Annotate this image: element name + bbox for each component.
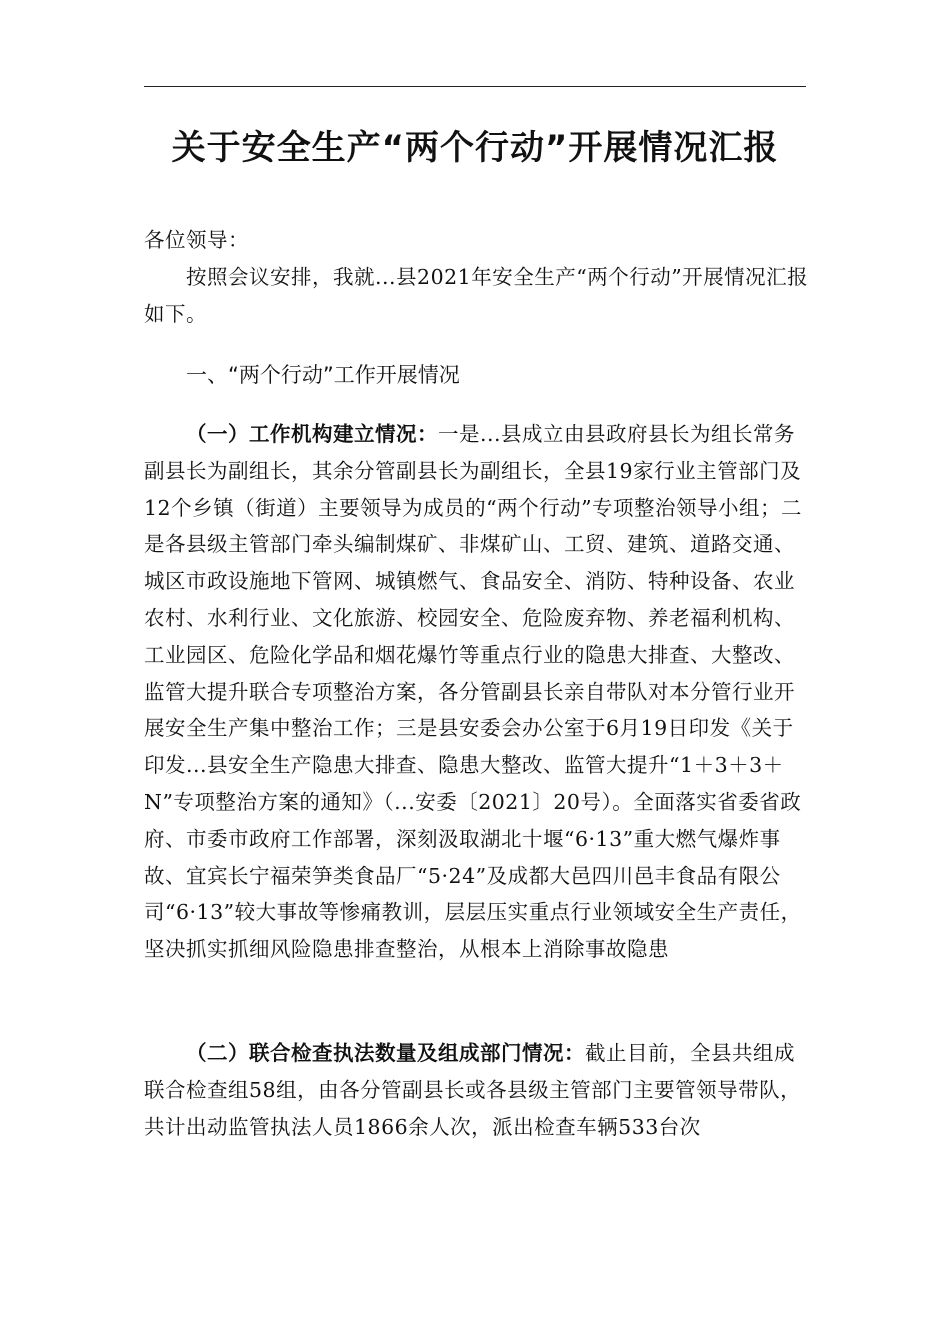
paragraph-2-text: 截止目前，全县共组成联合检查组58组，由各分管副县长或各县级主管部门主要管领导带队，共计出动监管执法人员1866余人次，派出检查车辆533台次: [144, 1041, 802, 1139]
intro-text: 按照会议安排，我就...县2021年安全生产“两个行动”开展情况汇报如下。: [144, 265, 809, 326]
section-1-heading: 一、“两个行动”工作开展情况: [186, 363, 460, 387]
paragraph-1-text: 一是...县成立由县政府县长为组长常务副县长为副组长，其余分管副县长为副组长，全县19家行业主管部门及12个乡镇（街道）主要领导为成员的“两个行动”专项整治领导小组；二是各县级主管部门牵头编制煤矿、非煤矿山、工贸、建筑、道路交通、城区市政设施地下管网、城镇燃气、食品安全、消防、特种设备、农业农村、水利行业、文化旅游、校园安全、危险废弃物、养老福利机构、工业园区、危险化学品和烟花爆竹等重点行业的隐患大排查、大整改、监管大提升联合专项整治方案，各分管副县长亲自带队对本分管行业开展安全生产集中整治工作；三是县安委会办公室于6月19日印发《关于印发...县安全生产隐患大排查、隐患大整改、监管大提升“1＋3＋3＋N”专项整治方案的通知》（...安委〔2021〕20号）。全面落实省委省政府、市委市政府工作部署，深刻汲取湖北十堰“6·13”重大燃气爆炸事故、宜宾长宁福荣笋类食品厂“5·24”及成都大邑四川邑丰食品有限公司“6·13”较大事故等惨痛教训，层层压实重点行业领域安全生产责任，坚决抓实抓细风险隐患排查整治，从根本上消除事故隐患: [144, 422, 803, 962]
paragraph-1: [144, 416, 809, 968]
paragraph-2-label: （二）联合检查执法数量及组成部门情况：: [186, 1041, 585, 1065]
document-title: 关于安全生产“两个行动”开展情况汇报: [171, 128, 779, 168]
salutation: [144, 222, 809, 259]
paragraph-2: [144, 1035, 809, 1145]
intro-paragraph: [144, 259, 809, 333]
paragraph-1-body: [144, 416, 809, 968]
header-rule: [144, 86, 806, 87]
paragraph-2-body: [144, 1035, 809, 1145]
paragraph-1-label: （一）工作机构建立情况：: [186, 422, 438, 446]
salutation-text: 各位领导：: [144, 228, 249, 252]
